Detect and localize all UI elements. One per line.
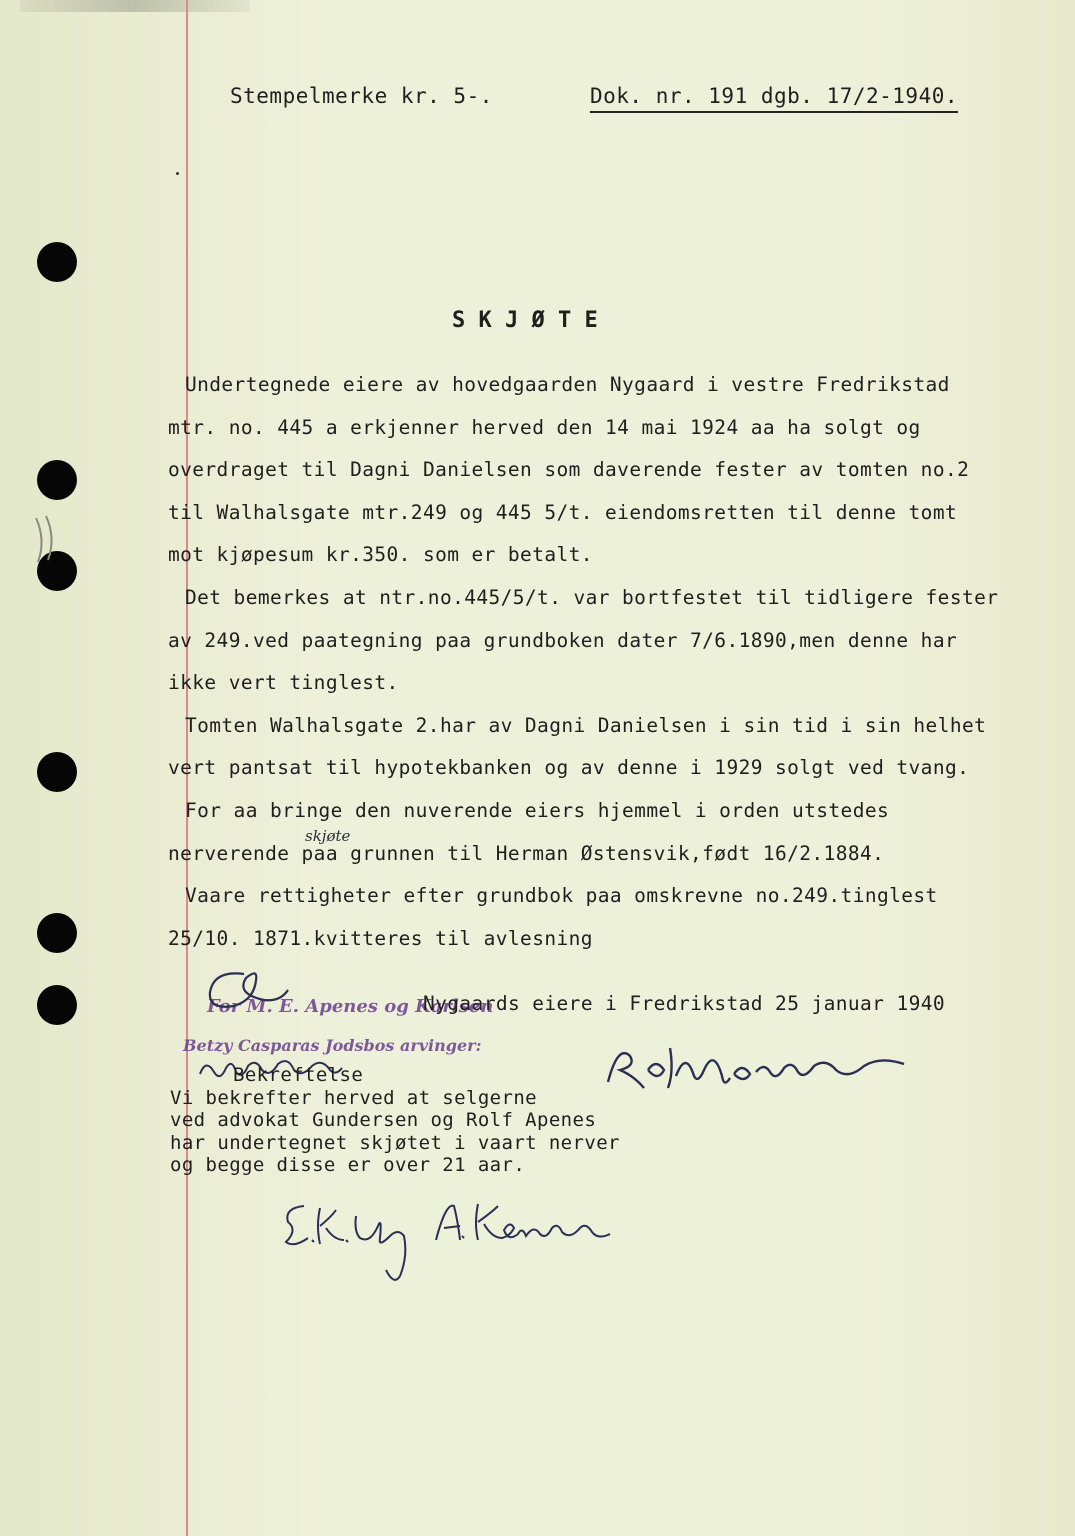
body-line: mtr. no. 445 a erkjenner herved den 14 mai 1924 aa ha solgt og (168, 415, 921, 439)
certification-line: ved advokat Gundersen og Rolf Apenes (170, 1109, 597, 1131)
signatory-stamp: For M. E. Apenes og Karlsen (207, 996, 494, 1017)
body-line: ikke vert tinglest. (168, 671, 399, 695)
body-line: Vaare rettigheter efter grundbok paa omskrevne no.249.tinglest (185, 884, 938, 908)
witness-signature (274, 1196, 424, 1286)
stamp-note: Stempelmerke kr. 5-. (230, 84, 493, 108)
ink-dot (176, 172, 179, 175)
top-edge-smudge (20, 0, 250, 12)
body-line: til Walhalsgate mtr.249 og 445 5/t. eiendomsretten til denne tomt (168, 500, 958, 524)
pencil-mark (28, 510, 68, 570)
body-line: nerverende paa grunnen til Herman Østensvik,født 16/2.1884. (168, 841, 885, 865)
body-line: For aa bringe den nuverende eiers hjemmel i orden utstedes (185, 798, 890, 822)
certification-line: og begge disse er over 21 aar. (170, 1154, 526, 1176)
body-line: Det bemerkes at ntr.no.445/5/t. var bortfestet til tidligere fester (185, 585, 999, 609)
document-title: S K J Ø T E (452, 308, 598, 333)
punch-hole (37, 752, 77, 792)
punch-hole (37, 913, 77, 953)
document-reference: Dok. nr. 191 dgb. 17/2-1940. (590, 84, 958, 113)
body-line: av 249.ved paategning paa grundboken dater 7/6.1890,men denne har (168, 628, 958, 652)
signature-mark (604, 1036, 934, 1096)
punch-hole (37, 460, 77, 500)
signature-mark (184, 960, 294, 1020)
deed-body (168, 364, 1063, 960)
certification-line: Vi bekrefter herved at selgerne (170, 1086, 538, 1109)
punch-hole (37, 242, 77, 282)
body-line: Undertegnede eiere av hovedgaarden Nygaard i vestre Fredrikstad (185, 373, 950, 396)
body-line: overdraget til Dagni Danielsen som daverende fester av tomten no.2 (168, 458, 970, 482)
body-line: Tomten Walhalsgate 2.har av Dagni Danielsen i sin tid i sin helhet (185, 713, 987, 737)
body-line: 25/10. 1871.kvitteres til avlesning (168, 926, 593, 950)
body-line: mot kjøpesum kr.350. som er betalt. (168, 543, 593, 567)
certification-heading: Bekreftelse (233, 1064, 364, 1086)
handwritten-insertion: skjøte (305, 827, 351, 845)
heirs-stamp: Betzy Casparas Jodsbos arvinger: (183, 1036, 482, 1055)
place-and-date: Nygaards eiere i Fredrikstad 25 januar 1940 (423, 992, 946, 1015)
certification-line: har undertegnet skjøtet i vaart nerver (170, 1131, 620, 1154)
certification-block (170, 1064, 620, 1177)
body-line: vert pantsat til hypotekbanken og av denne i 1929 solgt ved tvang. (168, 756, 970, 780)
punch-hole (37, 985, 77, 1025)
witness-signature (430, 1196, 630, 1246)
